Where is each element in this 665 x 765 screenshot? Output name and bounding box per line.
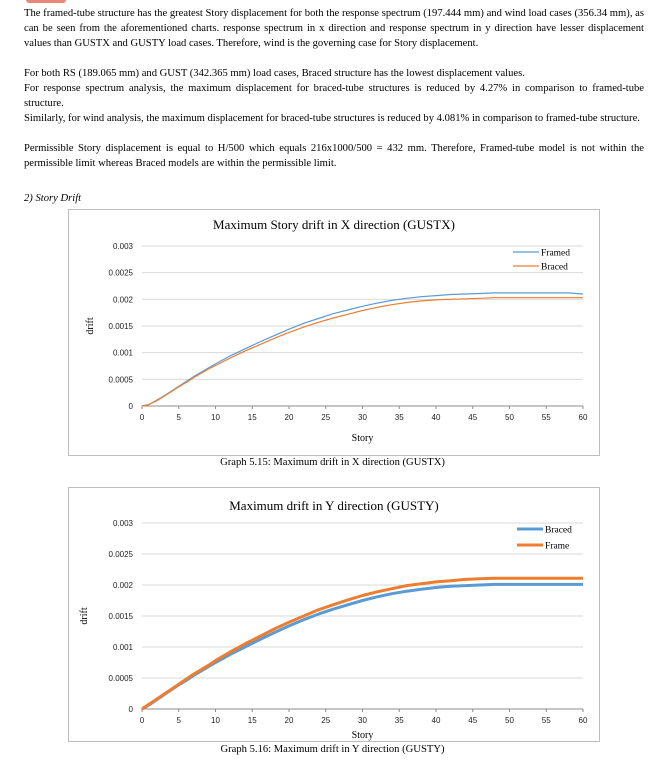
chart-gustx-x-tick-label: 10 [211,413,220,422]
chart-gustx-x-axis-label: Story [351,433,374,444]
chart-gusty-x-axis-label: Story [351,730,374,741]
chart-gusty-x-tick-label: 45 [468,716,478,725]
section-heading-story-drift: 2) Story Drift [24,193,82,204]
chart-gustx-frame [68,209,600,456]
paragraph-permissible-limit: Permissible Story displacement is equal to H/500 which equals 216x1000/500 = 432 mm. Therefore, Framed-tube model is not within the permissible limit whereas Braced models are within the permissible limit. [24,143,644,169]
chart-gusty-x-tick-label: 40 [431,716,441,725]
chart-gustx-x-tick-label: 25 [321,413,331,422]
chart-gustx-x-tick-label: 15 [247,413,257,422]
chart-gusty-y-tick-label: 0.001 [112,643,133,652]
chart-gusty-y-tick-label: 0 [128,705,133,714]
chart-gusty-y-tick-label: 0.0025 [108,550,133,559]
paragraph-rs-reduction: For response spectrum analysis, the maximum displacement for braced-tube structures is reduced by 4.27% in comparison to framed-tube structure. [24,83,644,109]
chart-gustx-x-tick-label: 20 [284,413,294,422]
chart-gustx-caption: Graph 5.15: Maximum drift in X direction (GUSTX) [220,457,445,468]
chart-gusty-y-tick-label: 0.002 [112,581,133,590]
chart-gustx-y-tick-label: 0.003 [112,242,133,251]
paragraph-braced-lowest: For both RS (189.065 mm) and GUST (342.365 mm) load cases, Braced structure has the lowest displacement values. [24,68,525,79]
chart-gusty-legend-label-frame: Frame [545,541,570,552]
chart-gusty-x-tick-label: 50 [505,716,514,725]
chart-gusty-x-tick-label: 30 [358,716,367,725]
paragraph-displacement-summary: The framed-tube structure has the greatest Story displacement for both the response spectrum (197.444 mm) and wind load cases (356.34 mm), as can be seen from the aforementioned charts. response spectrum in x direction and response spectrum in y direction have lesser displacement values than GUSTX and GUSTY load cases. Therefore, wind is the governing case for Story displacement. [24,8,644,49]
top-edge-mark [26,0,66,3]
chart-gusty-x-tick-label: 0 [139,716,145,725]
chart-gustx-series-line-braced [142,298,583,406]
chart-gusty-x-tick-label: 5 [176,716,181,725]
chart-gustx-series-line-framed [142,293,583,406]
chart-gustx-x-tick-label: 35 [394,413,404,422]
chart-gusty-y-tick-label: 0.0015 [108,612,133,621]
chart-gusty-svg [69,488,599,741]
chart-gusty-x-tick-label: 55 [541,716,551,725]
chart-gusty-x-tick-label: 10 [211,716,220,725]
chart-gusty-caption: Graph 5.16: Maximum drift in Y direction (GUSTY) [220,744,445,755]
chart-gusty-title: Maximum drift in Y direction (GUSTY) [229,498,439,513]
chart-gusty-x-tick-label: 35 [394,716,404,725]
chart-gustx-x-tick-label: 40 [431,413,441,422]
chart-gustx-svg [69,210,599,455]
chart-gusty-y-axis-label: drift [79,607,90,625]
chart-gustx-x-tick-label: 50 [505,413,514,422]
chart-gustx-x-tick-label: 45 [468,413,478,422]
chart-gusty-y-tick-label: 0.0005 [108,674,133,683]
chart-gusty-x-tick-label: 15 [247,716,257,725]
chart-gustx-x-tick-label: 55 [541,413,551,422]
chart-gustx-y-tick-label: 0.002 [112,295,133,305]
chart-gusty-legend-label-braced: Braced [545,525,572,536]
chart-gusty-x-tick-label: 60 [578,716,588,725]
chart-gusty-series-line-frame [142,578,583,709]
chart-gustx-y-tick-label: 0.0025 [108,268,133,278]
chart-gustx-y-tick-label: 0.0015 [108,322,133,331]
chart-gustx-y-axis-label: drift [85,317,96,335]
chart-gusty-frame [68,487,600,742]
chart-gustx-x-tick-label: 60 [578,413,588,422]
chart-gustx-legend-label-framed: Framed [541,248,571,259]
chart-gustx-y-tick-label: 0.001 [112,348,133,358]
chart-gustx-x-tick-label: 30 [358,413,367,422]
chart-gusty-x-tick-label: 25 [321,716,331,725]
chart-gustx-x-tick-label: 5 [176,413,181,422]
chart-gustx-y-tick-label: 0.0005 [108,375,133,385]
chart-gustx-x-tick-label: 0 [139,413,145,422]
chart-gustx-title: Maximum Story drift in X direction (GUSTX) [213,217,455,232]
chart-gusty-y-tick-label: 0.003 [112,519,133,528]
chart-gusty-x-tick-label: 20 [284,716,294,725]
chart-gustx-y-tick-label: 0 [128,402,133,411]
chart-gustx-legend-label-braced: Braced [541,262,568,273]
paragraph-wind-reduction: Similarly, for wind analysis, the maximum displacement for braced-tube structures is reduced by 4.081% in comparison to framed-tube structure. [24,113,640,124]
